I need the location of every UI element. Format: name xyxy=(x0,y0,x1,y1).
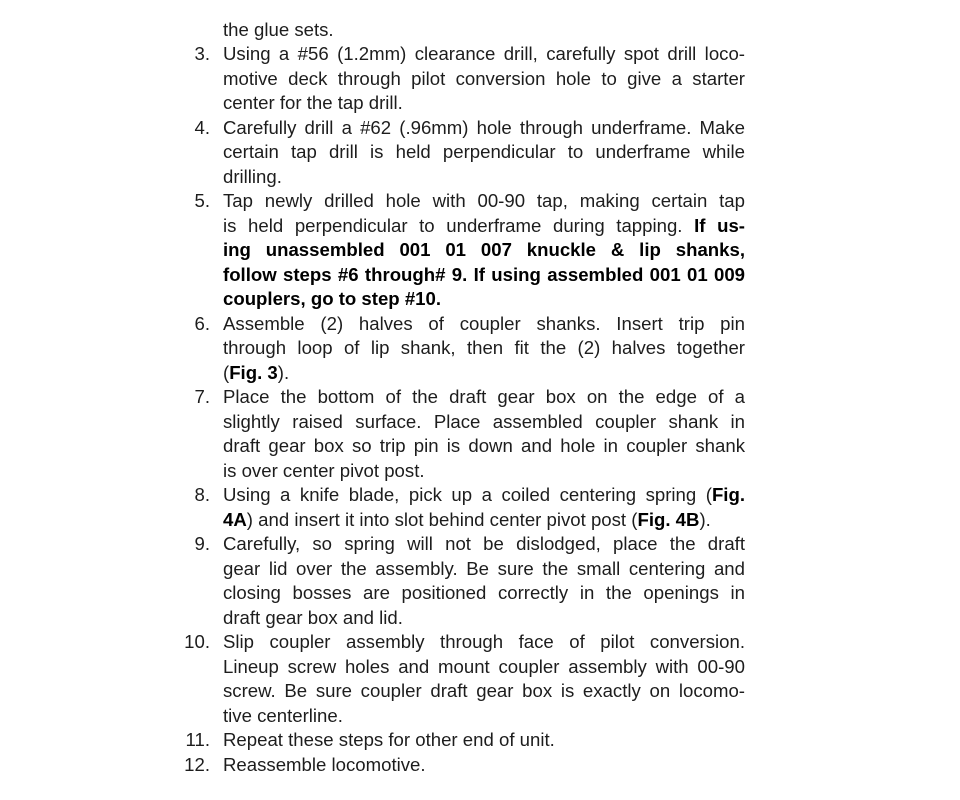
step-text: Using a knife blade, pick up a coiled centering spring ( xyxy=(223,484,712,505)
step-number: 10. xyxy=(184,631,210,652)
step-line: Slip coupler assembly through face of pilot conversion. xyxy=(223,631,745,652)
step-line: screw. Be sure coupler draft gear box is exactly on locomo- xyxy=(223,680,745,701)
step-line: through loop of lip shank, then fit the (2) halves together xyxy=(223,337,745,358)
step-line: closing bosses are positioned correctly in the openings in xyxy=(223,582,745,603)
step-number: 12. xyxy=(184,754,210,775)
step-line: drilling. xyxy=(223,166,282,187)
figure-reference: Fig. 3 xyxy=(229,362,278,383)
bold-instruction: follow steps #6 through# 9. If using assembled 001 01 009 xyxy=(223,264,745,285)
step-line: tive centerline. xyxy=(223,705,343,726)
step-number: 7. xyxy=(194,386,210,407)
bold-instruction: ing unassembled 001 01 007 knuckle & lip shanks, xyxy=(223,239,745,260)
step-number: 4. xyxy=(194,117,210,138)
bold-instruction: If us- xyxy=(682,215,745,236)
step-line: certain tap drill is held perpendicular to underframe while xyxy=(223,141,745,162)
step-line: is over center pivot post. xyxy=(223,460,425,481)
figure-reference: 4A xyxy=(223,509,247,530)
step-line xyxy=(223,361,745,385)
step-line: Tap newly drilled hole with 00-90 tap, making certain tap xyxy=(223,190,745,211)
continuation-text: the glue sets. xyxy=(223,19,334,40)
step-line: gear lid over the assembly. Be sure the small centering and xyxy=(223,558,745,579)
step-line: draft gear box and lid. xyxy=(223,607,403,628)
step-line: Repeat these steps for other end of unit. xyxy=(223,729,555,750)
step-number: 9. xyxy=(194,533,210,554)
step-line: Place the bottom of the draft gear box on the edge of a xyxy=(223,386,745,407)
step-line: slightly raised surface. Place assembled coupler shank in xyxy=(223,411,745,432)
step-line: Lineup screw holes and mount coupler assembly with 00-90 xyxy=(223,656,745,677)
step-line: Reassemble locomotive. xyxy=(223,754,426,775)
step-text: ) and insert it into slot behind center pivot post ( xyxy=(246,509,638,530)
step-line xyxy=(223,483,745,507)
figure-reference: Fig. 4B xyxy=(637,509,700,530)
step-line xyxy=(223,214,745,238)
bold-instruction: couplers, go to step #10. xyxy=(223,288,442,309)
step-line: Using a #56 (1.2mm) clearance drill, carefully spot drill loco- xyxy=(223,43,745,64)
step-line: Assemble (2) halves of coupler shanks. Insert trip pin xyxy=(223,313,745,334)
step-number: 5. xyxy=(194,190,210,211)
step-number: 8. xyxy=(194,484,210,505)
step-line: center for the tap drill. xyxy=(223,92,403,113)
step-line xyxy=(223,508,745,532)
step-number: 6. xyxy=(194,313,210,334)
step-line: motive deck through pilot conversion hole to give a starter xyxy=(223,68,745,89)
step-line: draft gear box so trip pin is down and hole in coupler shank xyxy=(223,435,745,456)
paren-close: ). xyxy=(277,362,290,383)
step-line: Carefully drill a #62 (.96mm) hole through underframe. Make xyxy=(223,117,745,138)
step-number: 11. xyxy=(185,729,210,750)
figure-reference: Fig. xyxy=(711,484,745,505)
paren-open: ( xyxy=(223,362,230,383)
step-text: ). xyxy=(699,509,711,530)
step-number: 3. xyxy=(194,43,210,64)
step-line: Carefully, so spring will not be dislodged, place the draft xyxy=(223,533,745,554)
step-text: is held perpendicular to underframe during tapping. xyxy=(223,215,683,236)
